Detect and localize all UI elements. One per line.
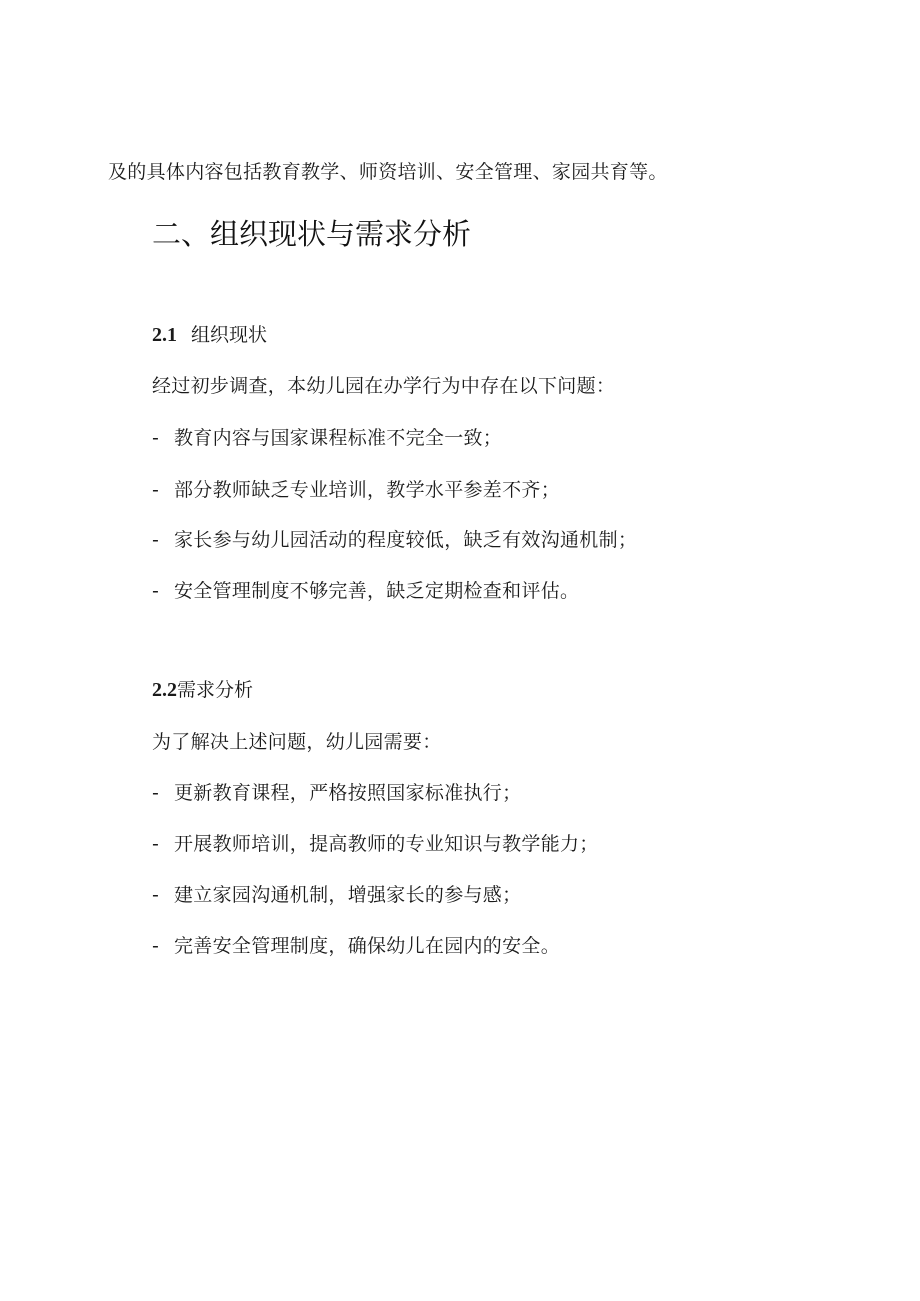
list-item: [152, 426, 502, 450]
subsection-title: 需求分析: [177, 679, 254, 701]
bullet-marker: -: [152, 580, 160, 602]
continuation-paragraph: 及的具体内容包括教育教学、师资培训、安全管理、家园共育等。: [108, 161, 668, 183]
list-item-text: 安全管理制度不够完善，缺乏定期检查和评估。: [174, 580, 580, 602]
list-item: [152, 883, 521, 907]
subsection-title: 组织现状: [191, 324, 268, 346]
bullet-marker: -: [152, 833, 160, 855]
subsection-number: 2.2: [152, 679, 177, 701]
subsection-heading-2-2: [152, 678, 253, 702]
list-item-text: 家长参与幼儿园活动的程度较低，缺乏有效沟通机制；: [174, 529, 638, 551]
list-item: [152, 934, 560, 958]
list-item: [152, 832, 599, 856]
list-item: [152, 478, 560, 502]
bullet-marker: -: [152, 884, 160, 906]
bullet-marker: -: [152, 935, 160, 957]
list-item-text: 更新教育课程，严格按照国家标准执行；: [174, 782, 522, 804]
subsection-heading-2-1: [152, 323, 267, 347]
list-item: [152, 781, 521, 805]
subsection-number: 2.1: [152, 324, 177, 346]
list-item: [152, 579, 579, 603]
list-item-text: 部分教师缺乏专业培训，教学水平参差不齐；: [174, 479, 561, 501]
list-item-text: 教育内容与国家课程标准不完全一致；: [174, 427, 503, 449]
bullet-marker: -: [152, 529, 160, 551]
bullet-marker: -: [152, 479, 160, 501]
list-item: [152, 528, 637, 552]
bullet-marker: -: [152, 427, 160, 449]
list-item-text: 建立家园沟通机制，增强家长的参与感；: [174, 884, 522, 906]
list-item-text: 开展教师培训，提高教师的专业知识与教学能力；: [174, 833, 599, 855]
bullet-marker: -: [152, 782, 160, 804]
subsection-intro: 为了解决上述问题，幼儿园需要：: [152, 731, 442, 753]
list-item-text: 完善安全管理制度，确保幼儿在园内的安全。: [174, 935, 561, 957]
subsection-intro: 经过初步调查，本幼儿园在办学行为中存在以下问题：: [152, 375, 616, 397]
section-heading: 二、组织现状与需求分析: [152, 217, 472, 251]
